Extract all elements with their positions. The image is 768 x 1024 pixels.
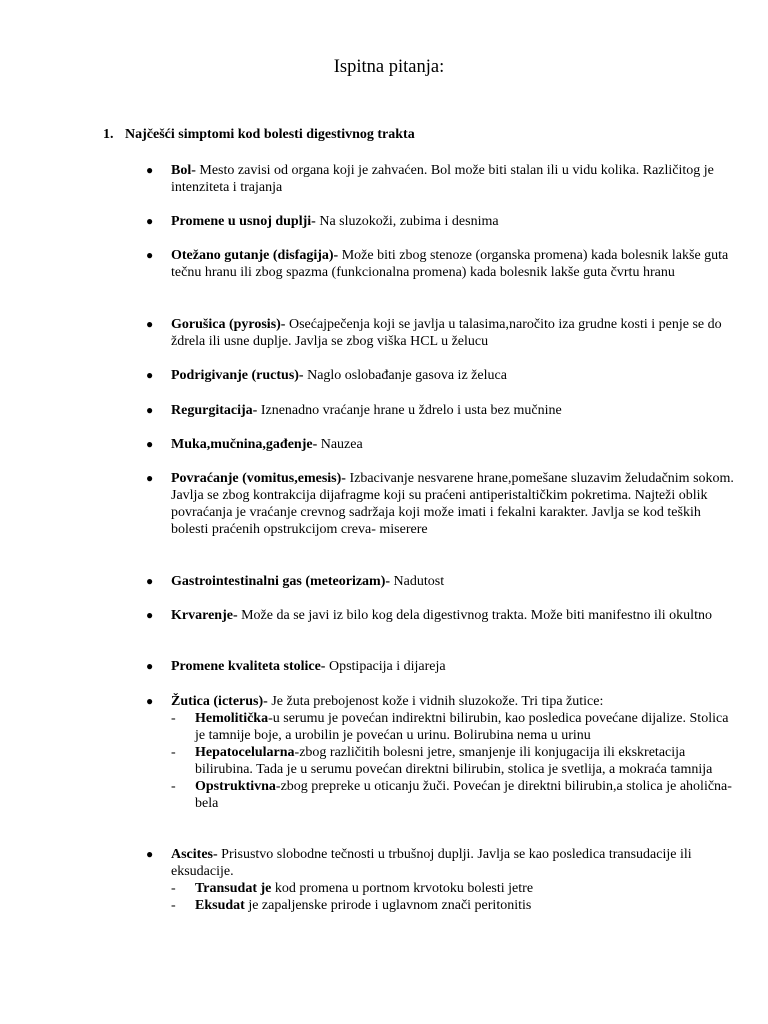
item-text: Izbacivanje nesvarene hrane,pomešane sluzavim želudačnim sokom. Javlja se zbog kontrakcija dijafragme koji su praćeni antiperistaltičkim pokretima. Najteži oblik povraćanja je vraćanje crevnog sadržaja koji može imati i fekalni karakter. Javlja se kod teških bolesti praćenih opstrukcijom creva- miserere [171, 471, 734, 537]
list-item [146, 247, 736, 281]
item-text: Naglo oslobađanje gasova iz želuca [303, 368, 507, 383]
sub-list-item [171, 897, 736, 914]
sub-item-term: Transudat je [195, 881, 272, 896]
list-item [146, 162, 736, 196]
item-text: Iznenadno vraćanje hrane u ždrelo i usta bez mučnine [257, 403, 562, 418]
item-term: Krvarenje- [171, 608, 238, 623]
list-item [146, 573, 736, 590]
dash-marker: - [171, 779, 176, 794]
list-item [146, 367, 736, 384]
list-item [146, 607, 736, 624]
list-item [146, 213, 736, 230]
bullet-icon: ● [146, 659, 154, 673]
dash-marker: - [171, 898, 176, 913]
sub-item-text: -u serumu je povećan indirektni bilirubin, kao posledica povećane dijalize. Stolica je tamnije boje, a urobilin je povećan u urinu. Bolirubina nema u urinu [195, 711, 729, 743]
bullet-icon: ● [146, 608, 154, 622]
item-text: Mesto zavisi od organa koji je zahvaćen. Bol može biti stalan ili u vidu kolika. Različitog je intenziteta i trajanja [171, 163, 714, 195]
dash-marker: - [171, 711, 176, 726]
item-text: Je žuta prebojenost kože i vidnih sluzokože. Tri tipa žutice: [267, 694, 604, 709]
list-item [146, 693, 736, 812]
item-term: Muka,mučnina,gađenje- [171, 437, 318, 452]
bullet-icon: ● [146, 574, 154, 588]
item-term: Gorušica (pyrosis)- [171, 317, 286, 332]
bullet-icon: ● [146, 694, 154, 708]
list-item [146, 316, 736, 350]
sub-item-text: -zbog prepreke u oticanju žuči. Povećan je direktni bilirubin,a stolica je aholična-bela [195, 779, 732, 811]
item-text: Nauzea [317, 437, 363, 452]
list-item [146, 402, 736, 419]
item-text: Može da se javi iz bilo kog dela digestivnog trakta. Može biti manifestno ili okultno [237, 608, 712, 623]
section-heading-text: Najčešći simptomi kod bolesti digestivnog trakta [125, 127, 415, 142]
bullet-icon: ● [146, 847, 154, 861]
list-item [146, 846, 736, 914]
bullet-icon: ● [146, 317, 154, 331]
bullet-icon: ● [146, 471, 154, 485]
item-text: Na sluzokoži, zubima i desnima [315, 214, 499, 229]
item-term: Povraćanje (vomitus,emesis)- [171, 471, 346, 486]
bullet-icon: ● [146, 403, 154, 417]
bullet-icon: ● [146, 214, 154, 228]
bullet-icon: ● [146, 368, 154, 382]
sub-item-term: Opstruktivna [195, 779, 276, 794]
item-text: Prisustvo slobodne tečnosti u trbušnoj duplji. Javlja se kao posledica transudacije ili eksudacije. [171, 847, 692, 879]
sub-list-item [171, 744, 736, 778]
item-text: Opstipacija i dijareja [325, 659, 446, 674]
sub-item-term: Hepatocelularna [195, 745, 295, 760]
item-term: Bol- [171, 163, 196, 178]
sub-list-item [171, 880, 736, 897]
sub-list-item [171, 710, 736, 744]
sub-item-term: Hemolitička [195, 711, 269, 726]
bullet-icon: ● [146, 248, 154, 262]
section-heading [103, 126, 415, 143]
sub-item-text: je zapaljenske prirode i uglavnom znači peritonitis [244, 898, 532, 913]
bullet-icon: ● [146, 163, 154, 177]
page-title: Ispitna pitanja: [333, 57, 445, 77]
item-term: Promene u usnoj duplji- [171, 214, 316, 229]
sub-item-text: kod promena u portnom krvotoku bolesti jetre [271, 881, 534, 896]
item-text: Nadutost [390, 574, 445, 589]
item-term: Žutica (icterus)- [171, 694, 268, 709]
item-text: Može biti zbog stenoze (organska promena) kada bolesnik lakše guta tečnu hranu ili zbog spazma (funkcionalna promena) kada bolesnik lakše guta čvrtu hranu [171, 248, 729, 280]
sub-item-term: Eksudat [195, 898, 245, 913]
section-number: 1. [103, 127, 114, 142]
item-term: Podrigivanje (ructus)- [171, 368, 304, 383]
item-text: Osećajpečenja koji se javlja u talasima,naročito iza grudne kosti i penje se do ždrela ili usne duplje. Javlja se zbog viška HCL u želucu [171, 317, 722, 349]
item-term: Promene kvaliteta stolice- [171, 659, 326, 674]
list-item [146, 436, 736, 453]
item-term: Gastrointestinalni gas (meteorizam)- [171, 574, 391, 589]
dash-marker: - [171, 745, 176, 760]
list-item [146, 658, 736, 675]
item-term: Ascites- [171, 847, 218, 862]
item-term: Otežano gutanje (disfagija)- [171, 248, 339, 263]
item-term: Regurgitacija- [171, 403, 258, 418]
sub-list-item [171, 778, 736, 812]
bullet-icon: ● [146, 437, 154, 451]
list-item [146, 470, 736, 538]
dash-marker: - [171, 881, 176, 896]
sub-item-text: -zbog različitih bolesni jetre, smanjenje ili konjugacija ili ekskretacija bilirubina. Tada je u serumu povećan direktni bilirubin, stolica je svetlija, a mokraća tamnija [195, 745, 713, 777]
